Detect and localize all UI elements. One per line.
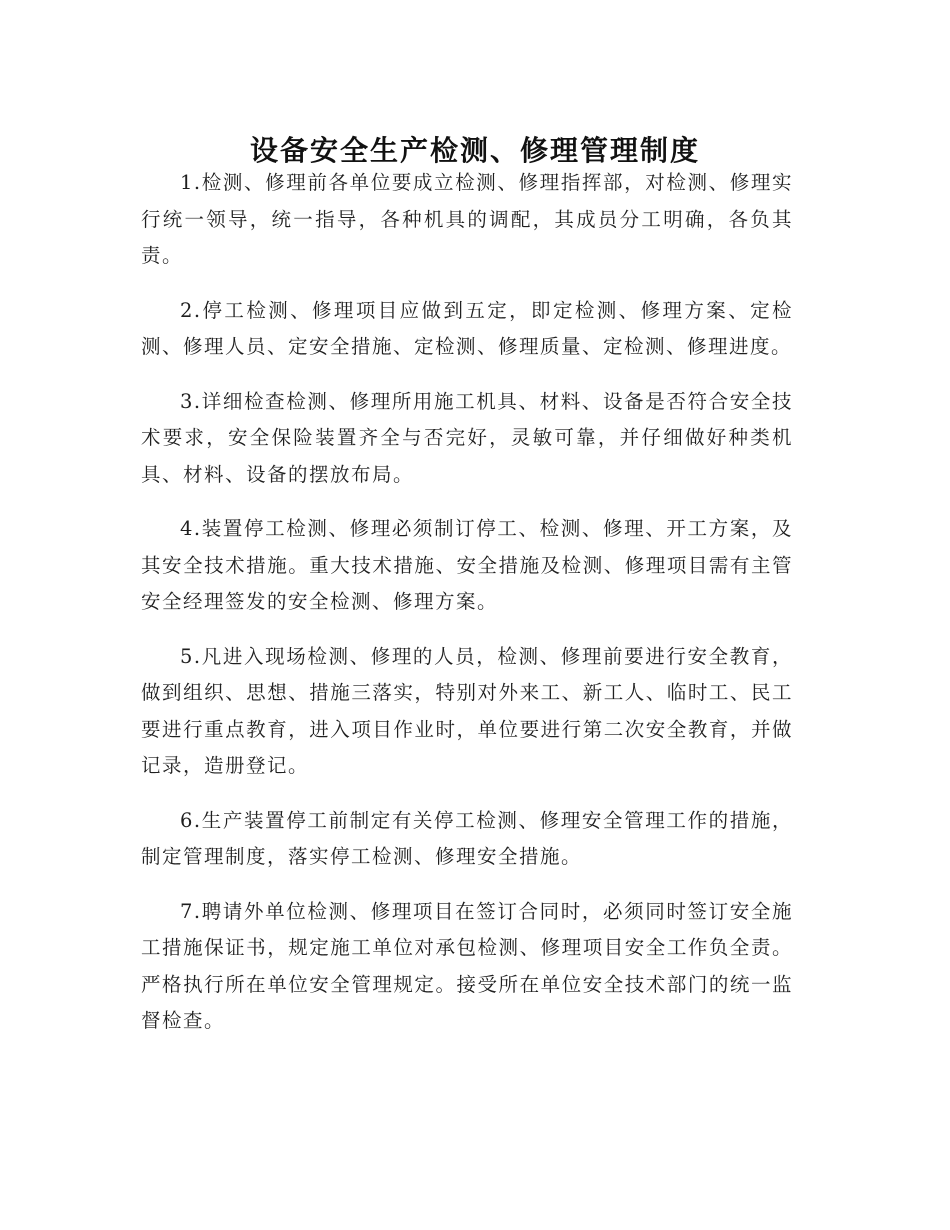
paragraph-5: 5.凡进入现场检测、修理的人员，检测、修理前要进行安全教育，做到组织、思想、措施三落实，特别对外来工、新工人、临时工、民工要进行重点教育，进入项目作业时，单位要进行第二次安全教育，并做记录，造册登记。 (141, 644, 793, 777)
paragraph-4: 4.装置停工检测、修理必须制订停工、检测、修理、开工方案，及其安全技术措施。重大技术措施、安全措施及检测、修理项目需有主管安全经理签发的安全检测、修理方案。 (141, 517, 793, 613)
paragraph-6: 6.生产装置停工前制定有关停工检测、修理安全管理工作的措施，制定管理制度，落实停工检测、修理安全措施。 (141, 808, 793, 868)
paragraph-7: 7.聘请外单位检测、修理项目在签订合同时，必须同时签订安全施工措施保证书，规定施工单位对承包检测、修理项目安全工作负全责。严格执行所在单位安全管理规定。接受所在单位安全技术部门的统一监督检查。 (141, 899, 793, 1032)
document-body (141, 165, 793, 1058)
paragraph-2: 2.停工检测、修理项目应做到五定，即定检测、修理方案、定检测、修理人员、定安全措施、定检测、修理质量、定检测、修理进度。 (141, 298, 793, 358)
document-title: 设备安全生产检测、修理管理制度 (249, 133, 700, 167)
paragraph-1: 1.检测、修理前各单位要成立检测、修理指挥部，对检测、修理实行统一领导，统一指导，各种机具的调配，其成员分工明确，各负其责。 (141, 171, 793, 267)
paragraph-3: 3.详细检查检测、修理所用施工机具、材料、设备是否符合安全技术要求，安全保险装置齐全与否完好，灵敏可靠，并仔细做好种类机具、材料、设备的摆放布局。 (141, 389, 793, 486)
